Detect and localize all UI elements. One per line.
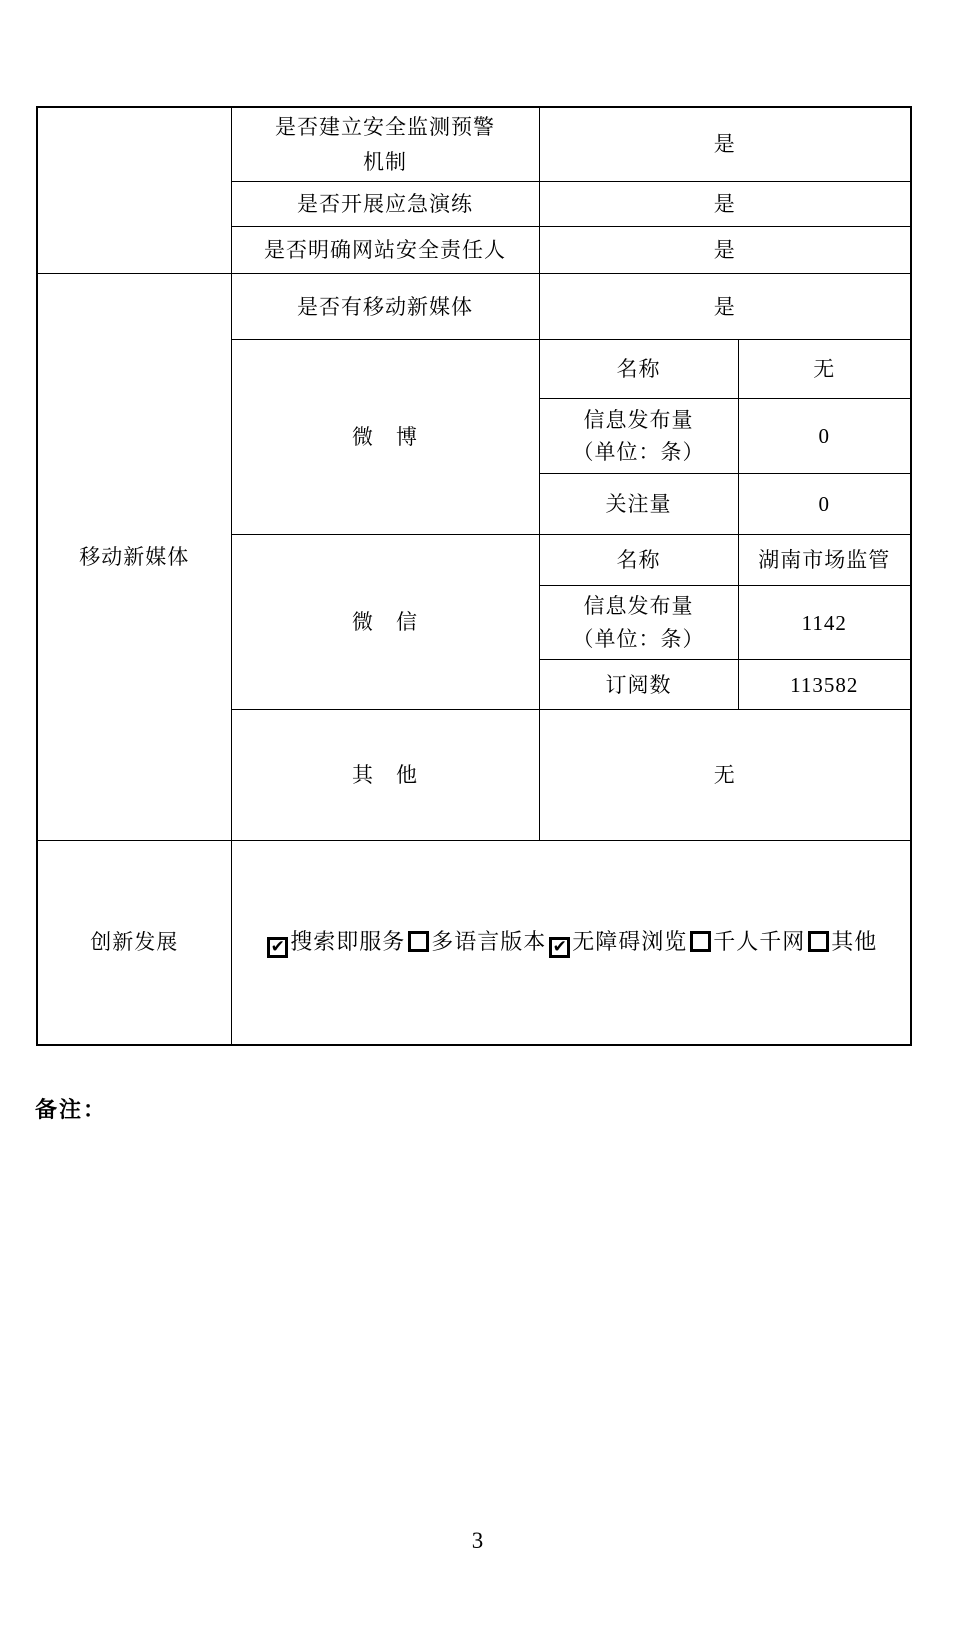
wechat-label-cell: 微 信 [231, 535, 539, 710]
category-cell-empty [37, 107, 231, 274]
wechat-name-value-cell: 湖南市场监管 [738, 535, 911, 586]
wechat-posts-label-line2: （单位：条） [572, 626, 705, 651]
has-mobile-media-label-cell: 是否有移动新媒体 [231, 274, 539, 340]
checkbox-accessibility-icon: ✔ [549, 937, 570, 958]
weibo-posts-label-line1: 信息发布量 [583, 407, 694, 432]
category-cell-innovation: 创新发展 [37, 841, 231, 1045]
security-answer-cell: 是 [539, 107, 911, 182]
security-answer-cell: 是 [539, 227, 911, 274]
weibo-posts-label-cell [539, 399, 738, 474]
other-media-value-cell: 无 [539, 710, 911, 841]
weibo-followers-value-cell: 0 [738, 474, 911, 535]
option-label-personalized: 千人千网 [713, 929, 806, 955]
category-cell-mobile-media: 移动新媒体 [37, 274, 231, 841]
weibo-name-value-cell: 无 [738, 340, 911, 399]
wechat-subscribers-label-cell: 订阅数 [539, 660, 738, 710]
option-label-search-as-service: 搜索即服务 [290, 929, 406, 955]
security-question-cell [231, 107, 539, 182]
page-number: 3 [471, 1528, 484, 1553]
other-media-label-cell: 其 他 [231, 710, 539, 841]
option-label-other: 其他 [831, 929, 878, 955]
annual-report-table [36, 106, 912, 1046]
security-question-cell: 是否开展应急演练 [231, 182, 539, 227]
weibo-posts-value-cell: 0 [738, 399, 911, 474]
checkbox-multilanguage-icon [408, 931, 429, 952]
security-question-cell: 是否明确网站安全责任人 [231, 227, 539, 274]
weibo-name-label-cell: 名称 [539, 340, 738, 399]
wechat-subscribers-value-cell: 113582 [738, 660, 911, 710]
innovation-options-cell [231, 841, 911, 1045]
option-label-accessibility: 无障碍浏览 [572, 929, 688, 955]
innovation-options-line [238, 925, 905, 959]
weibo-followers-label-cell: 关注量 [539, 474, 738, 535]
security-answer-cell: 是 [539, 182, 911, 227]
checkbox-other-icon [808, 931, 829, 952]
wechat-posts-value-cell: 1142 [738, 586, 911, 660]
option-label-multilanguage: 多语言版本 [431, 929, 547, 955]
notes-label: 备注： [35, 1097, 108, 1122]
checkbox-personalized-icon [690, 931, 711, 952]
wechat-posts-label-line1: 信息发布量 [583, 594, 694, 619]
has-mobile-media-value-cell: 是 [539, 274, 911, 340]
weibo-label-cell: 微 博 [231, 340, 539, 535]
wechat-name-label-cell: 名称 [539, 535, 738, 586]
weibo-posts-label-line2: （单位：条） [572, 440, 705, 465]
wechat-posts-label-cell [539, 586, 738, 660]
security-question-label: 是否建立安全监测预警机制 [275, 115, 495, 174]
checkbox-search-as-service-icon: ✔ [267, 937, 288, 958]
